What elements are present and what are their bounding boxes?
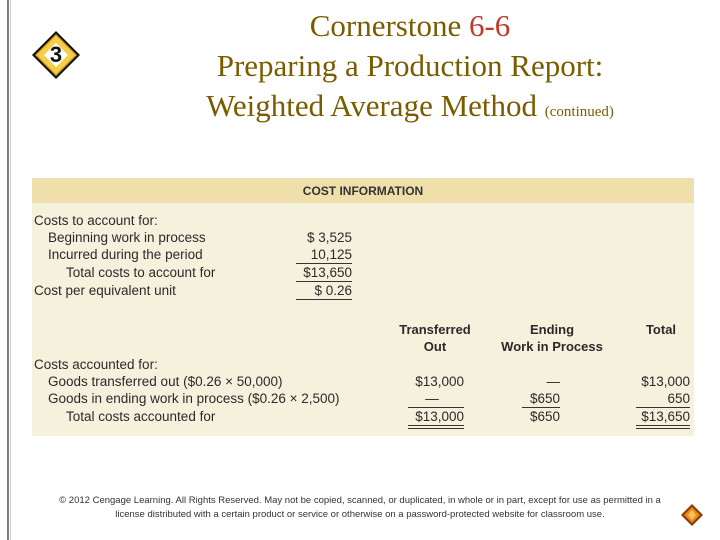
row-label: Goods in ending work in process ($0.26 × 2,500) [48,391,340,406]
row-value: $ 3,525 [306,230,352,245]
row-label: Incurred during the period [48,247,203,262]
cell-ending: $650 [529,391,560,406]
footer-line2: license distributed with a certain product or service or otherwise on a password-protected website for classroom use. [115,509,605,520]
cell-total: $13,650 [641,409,690,424]
row-value: $13,650 [303,265,352,280]
costs-accounted-label: Costs accounted for: [34,357,158,372]
row-label: Total costs to account for [66,265,216,280]
cell-transferred: $13,000 [415,374,464,389]
double-rule [408,425,464,429]
row-label: Goods transferred out ($0.26 × 50,000) [48,374,283,389]
triangle-nav-icon[interactable] [680,503,704,527]
cell-total: 650 [667,391,690,406]
double-rule [636,425,690,429]
row-label: Total costs accounted for [66,409,216,424]
cell-transferred: — [425,391,439,406]
title-number: 6-6 [468,8,511,43]
col-total: Total [645,322,677,337]
cell-total: $13,000 [641,374,690,389]
col-ending-l2: Work in Process [501,339,603,354]
rule [296,299,352,300]
footer-line1: © 2012 Cengage Learning. All Rights Reserved. May not be copied, scanned, or duplicated, in whole or in part, except for use as permitted in a [59,495,661,506]
left-rule [7,0,9,540]
row-value: $ 0.26 [314,283,352,298]
diamond-badge-icon [30,29,82,81]
col-transferred-l1: Transferred [399,322,471,337]
col-ending-l1: Ending [529,322,575,337]
slide-title [150,6,670,132]
cell-transferred: $13,000 [415,409,464,424]
row-value: 10,125 [310,247,352,262]
cell-ending: — [546,374,560,389]
title-prefix: Cornerstone [309,8,462,43]
title-line2: Preparing a Production Report: [216,48,604,83]
title-line3: Weighted Average Method [206,88,538,123]
copyright-footer [30,494,690,522]
panel-header: COST INFORMATION [32,178,694,203]
row-label: Cost per equivalent unit [34,283,176,298]
costs-to-account-label: Costs to account for: [34,213,158,228]
cost-information-panel [32,178,694,436]
cell-ending: $650 [529,409,560,424]
badge-number: 3 [49,42,63,67]
title-continued: (continued) [544,104,614,120]
col-transferred-l2: Out [423,339,447,354]
row-label: Beginning work in process [48,230,206,245]
left-rule-inner [10,0,11,540]
